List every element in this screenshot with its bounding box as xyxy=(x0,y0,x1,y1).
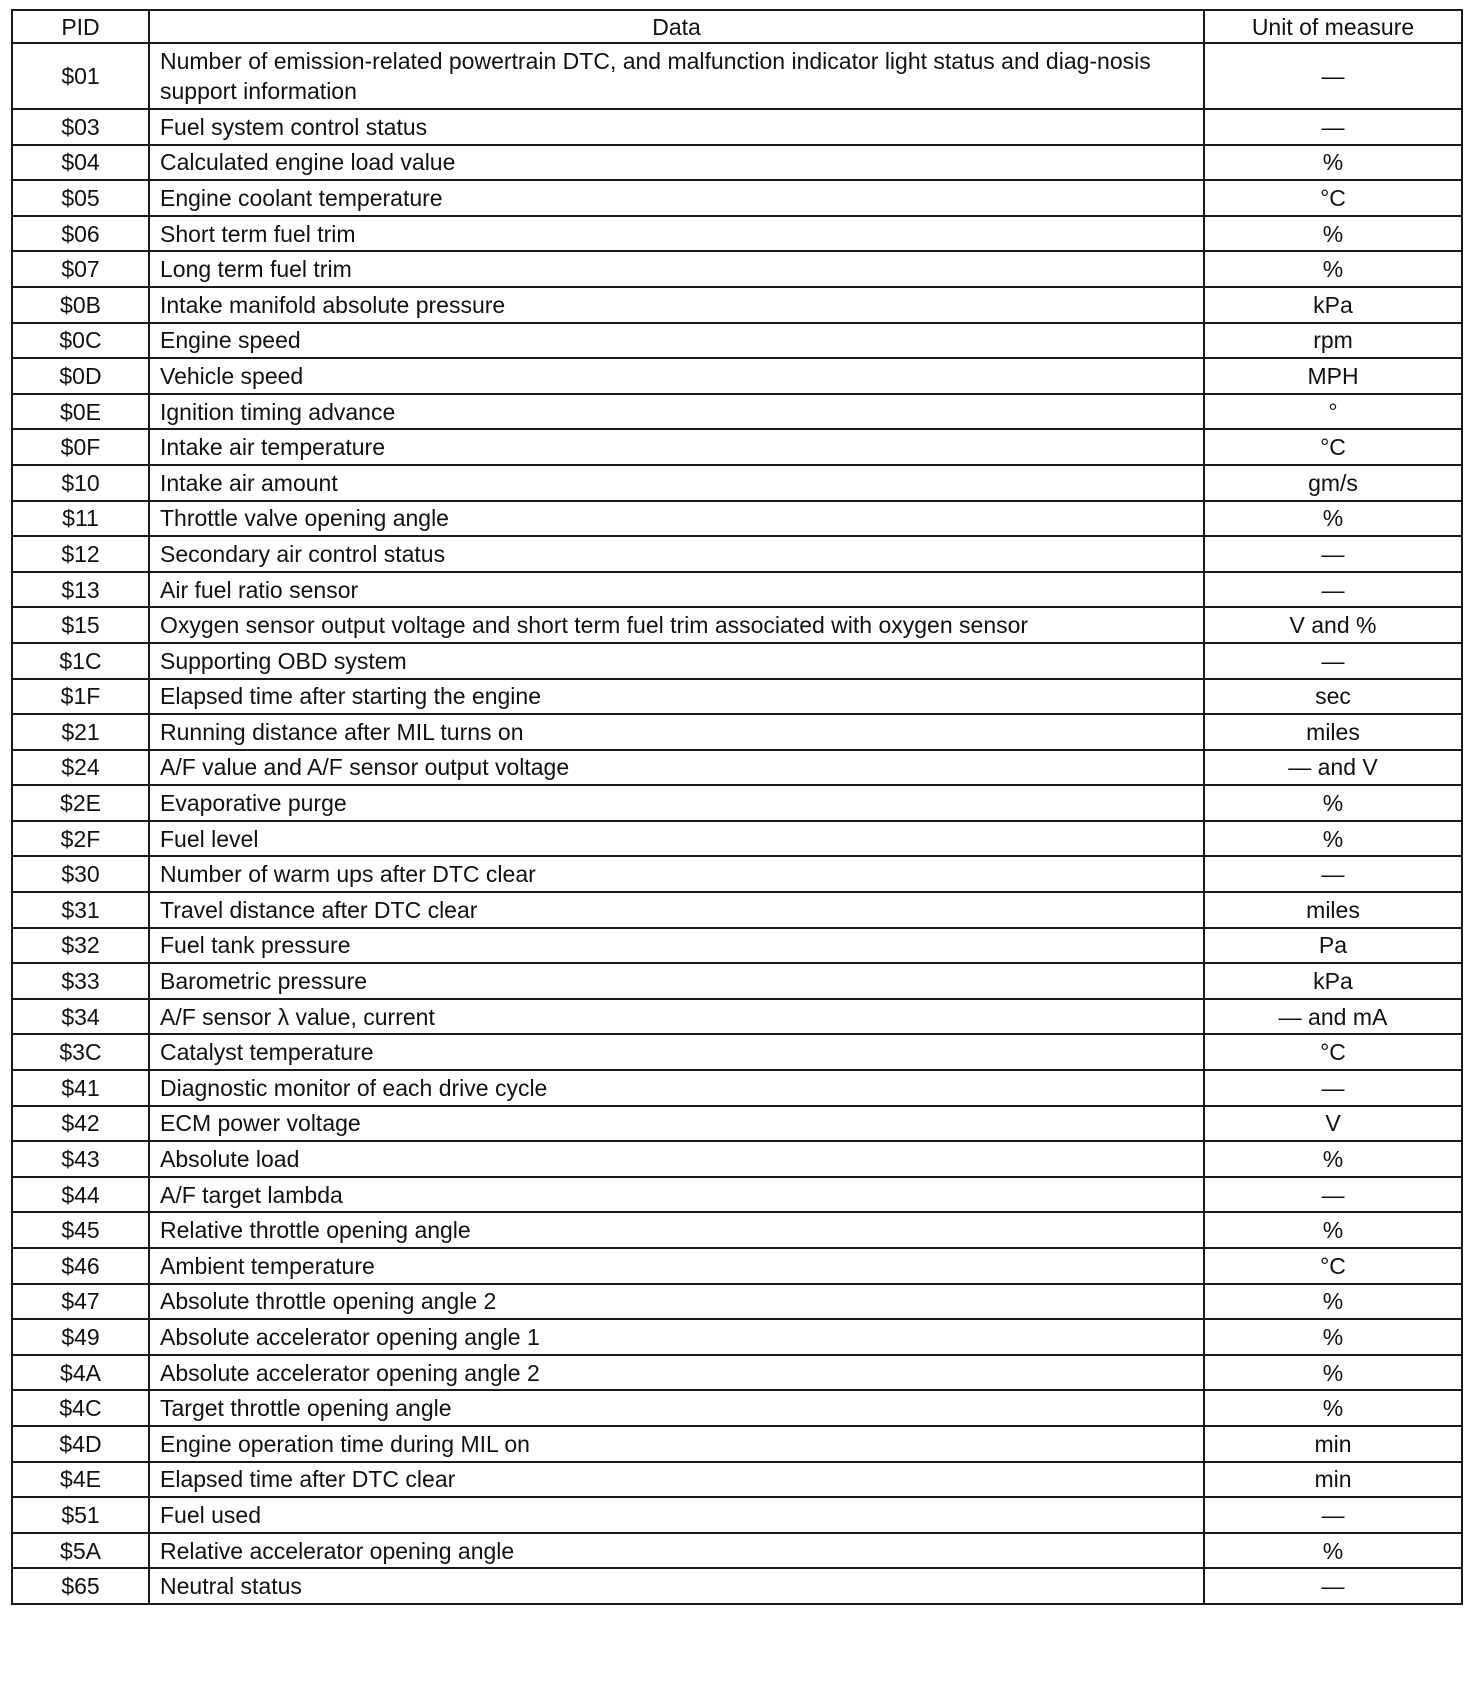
table-row xyxy=(12,679,1462,715)
table-row xyxy=(12,1034,1462,1070)
pid-cell: $43 xyxy=(12,1141,149,1177)
pid-cell: $44 xyxy=(12,1177,149,1213)
unit-cell: sec xyxy=(1204,679,1462,715)
column-header-data: Data xyxy=(149,10,1204,43)
table-row xyxy=(12,1070,1462,1106)
unit-cell: — xyxy=(1204,643,1462,679)
pid-cell: $4A xyxy=(12,1355,149,1391)
data-cell: Absolute throttle opening angle 2 xyxy=(149,1284,1204,1320)
data-cell: Calculated engine load value xyxy=(149,145,1204,181)
unit-cell: % xyxy=(1204,1212,1462,1248)
table-row xyxy=(12,607,1462,643)
data-cell: Elapsed time after DTC clear xyxy=(149,1462,1204,1498)
data-cell: Absolute accelerator opening angle 2 xyxy=(149,1355,1204,1391)
data-cell: Elapsed time after starting the engine xyxy=(149,679,1204,715)
pid-cell: $4E xyxy=(12,1462,149,1498)
unit-cell: % xyxy=(1204,145,1462,181)
unit-cell: min xyxy=(1204,1426,1462,1462)
table-row xyxy=(12,180,1462,216)
table-row xyxy=(12,251,1462,287)
data-cell: Absolute accelerator opening angle 1 xyxy=(149,1319,1204,1355)
data-cell: Engine coolant temperature xyxy=(149,180,1204,216)
pid-cell: $03 xyxy=(12,109,149,145)
data-cell: Diagnostic monitor of each drive cycle xyxy=(149,1070,1204,1106)
pid-cell: $51 xyxy=(12,1497,149,1533)
unit-cell: — xyxy=(1204,1568,1462,1604)
table-row xyxy=(12,999,1462,1035)
unit-cell: rpm xyxy=(1204,323,1462,359)
data-cell: Running distance after MIL turns on xyxy=(149,714,1204,750)
pid-cell: $04 xyxy=(12,145,149,181)
data-cell: Fuel tank pressure xyxy=(149,928,1204,964)
unit-cell: % xyxy=(1204,1141,1462,1177)
data-cell: Relative throttle opening angle xyxy=(149,1212,1204,1248)
data-cell: Ambient temperature xyxy=(149,1248,1204,1284)
unit-cell: % xyxy=(1204,251,1462,287)
unit-cell: min xyxy=(1204,1462,1462,1498)
data-cell: Relative accelerator opening angle xyxy=(149,1533,1204,1569)
pid-cell: $30 xyxy=(12,856,149,892)
pid-cell: $0C xyxy=(12,323,149,359)
unit-cell: % xyxy=(1204,1319,1462,1355)
unit-cell: % xyxy=(1204,785,1462,821)
pid-cell: $1C xyxy=(12,643,149,679)
unit-cell: kPa xyxy=(1204,287,1462,323)
data-cell: Evaporative purge xyxy=(149,785,1204,821)
pid-cell: $46 xyxy=(12,1248,149,1284)
unit-cell: °C xyxy=(1204,1248,1462,1284)
pid-cell: $49 xyxy=(12,1319,149,1355)
unit-cell: % xyxy=(1204,1355,1462,1391)
unit-cell: — xyxy=(1204,856,1462,892)
pid-cell: $15 xyxy=(12,607,149,643)
table-row xyxy=(12,1248,1462,1284)
table-row xyxy=(12,1568,1462,1604)
table-row xyxy=(12,145,1462,181)
data-cell: ECM power voltage xyxy=(149,1106,1204,1142)
table-row xyxy=(12,1106,1462,1142)
table-row xyxy=(12,1141,1462,1177)
data-cell: Fuel system control status xyxy=(149,109,1204,145)
unit-cell: % xyxy=(1204,501,1462,537)
table-row xyxy=(12,465,1462,501)
table-row xyxy=(12,394,1462,430)
unit-cell: — xyxy=(1204,109,1462,145)
unit-cell: °C xyxy=(1204,1034,1462,1070)
data-cell: Catalyst temperature xyxy=(149,1034,1204,1070)
pid-cell: $0E xyxy=(12,394,149,430)
data-cell: Short term fuel trim xyxy=(149,216,1204,252)
pid-cell: $1F xyxy=(12,679,149,715)
data-cell: Oxygen sensor output voltage and short term fuel trim associated with oxygen sensor xyxy=(149,607,1204,643)
table-row xyxy=(12,429,1462,465)
pid-cell: $45 xyxy=(12,1212,149,1248)
unit-cell: — xyxy=(1204,43,1462,109)
pid-cell: $01 xyxy=(12,43,149,109)
table-row xyxy=(12,1212,1462,1248)
table-row xyxy=(12,821,1462,857)
table-row xyxy=(12,892,1462,928)
data-cell: Throttle valve opening angle xyxy=(149,501,1204,537)
pid-cell: $21 xyxy=(12,714,149,750)
pid-cell: $42 xyxy=(12,1106,149,1142)
unit-cell: — xyxy=(1204,1497,1462,1533)
data-cell: Number of warm ups after DTC clear xyxy=(149,856,1204,892)
table-row xyxy=(12,1533,1462,1569)
table-row xyxy=(12,109,1462,145)
pid-cell: $0B xyxy=(12,287,149,323)
pid-cell: $24 xyxy=(12,750,149,786)
pid-cell: $32 xyxy=(12,928,149,964)
unit-cell: gm/s xyxy=(1204,465,1462,501)
table-row xyxy=(12,785,1462,821)
table-row xyxy=(12,714,1462,750)
unit-cell: V xyxy=(1204,1106,1462,1142)
data-cell: Intake air amount xyxy=(149,465,1204,501)
pid-cell: $0D xyxy=(12,358,149,394)
table-row xyxy=(12,43,1462,109)
data-cell: Fuel level xyxy=(149,821,1204,857)
data-cell: Travel distance after DTC clear xyxy=(149,892,1204,928)
data-cell: Engine operation time during MIL on xyxy=(149,1426,1204,1462)
table-row xyxy=(12,1177,1462,1213)
unit-cell: Pa xyxy=(1204,928,1462,964)
pid-cell: $0F xyxy=(12,429,149,465)
pid-cell: $2E xyxy=(12,785,149,821)
table-row xyxy=(12,928,1462,964)
table-row xyxy=(12,323,1462,359)
unit-cell: MPH xyxy=(1204,358,1462,394)
table-row xyxy=(12,1390,1462,1426)
table-row xyxy=(12,536,1462,572)
unit-cell: — and V xyxy=(1204,750,1462,786)
table-row xyxy=(12,750,1462,786)
pid-cell: $05 xyxy=(12,180,149,216)
table-row xyxy=(12,856,1462,892)
pid-cell: $33 xyxy=(12,963,149,999)
data-cell: Target throttle opening angle xyxy=(149,1390,1204,1426)
data-cell: Vehicle speed xyxy=(149,358,1204,394)
obd-pid-table xyxy=(11,9,1463,1605)
pid-cell: $13 xyxy=(12,572,149,608)
pid-cell: $06 xyxy=(12,216,149,252)
data-cell: Barometric pressure xyxy=(149,963,1204,999)
data-cell: A/F sensor λ value, current xyxy=(149,999,1204,1035)
unit-cell: miles xyxy=(1204,892,1462,928)
data-cell: Air fuel ratio sensor xyxy=(149,572,1204,608)
data-cell: Number of emission-related powertrain DTC, and malfunction indicator light status and diag-nosis support information xyxy=(149,43,1204,109)
pid-cell: $5A xyxy=(12,1533,149,1569)
unit-cell: % xyxy=(1204,216,1462,252)
unit-cell: V and % xyxy=(1204,607,1462,643)
unit-cell: % xyxy=(1204,1533,1462,1569)
unit-cell: miles xyxy=(1204,714,1462,750)
data-cell: Absolute load xyxy=(149,1141,1204,1177)
pid-cell: $4D xyxy=(12,1426,149,1462)
pid-cell: $12 xyxy=(12,536,149,572)
pid-cell: $4C xyxy=(12,1390,149,1426)
pid-cell: $3C xyxy=(12,1034,149,1070)
table-row xyxy=(12,1319,1462,1355)
pid-cell: $10 xyxy=(12,465,149,501)
data-cell: Supporting OBD system xyxy=(149,643,1204,679)
pid-cell: $2F xyxy=(12,821,149,857)
unit-cell: °C xyxy=(1204,180,1462,216)
unit-cell: — xyxy=(1204,536,1462,572)
unit-cell: — and mA xyxy=(1204,999,1462,1035)
data-cell: Ignition timing advance xyxy=(149,394,1204,430)
table-row xyxy=(12,963,1462,999)
pid-cell: $11 xyxy=(12,501,149,537)
unit-cell: % xyxy=(1204,1390,1462,1426)
table-row xyxy=(12,1355,1462,1391)
unit-cell: % xyxy=(1204,1284,1462,1320)
table-row xyxy=(12,287,1462,323)
data-cell: Fuel used xyxy=(149,1497,1204,1533)
unit-cell: °C xyxy=(1204,429,1462,465)
table-row xyxy=(12,643,1462,679)
data-cell: Long term fuel trim xyxy=(149,251,1204,287)
column-header-pid: PID xyxy=(12,10,149,43)
pid-cell: $31 xyxy=(12,892,149,928)
table-row xyxy=(12,358,1462,394)
data-cell: A/F value and A/F sensor output voltage xyxy=(149,750,1204,786)
data-cell: Engine speed xyxy=(149,323,1204,359)
table-row xyxy=(12,1284,1462,1320)
data-cell: Secondary air control status xyxy=(149,536,1204,572)
table-header-row xyxy=(12,10,1462,43)
data-cell: Intake manifold absolute pressure xyxy=(149,287,1204,323)
unit-cell: — xyxy=(1204,1177,1462,1213)
unit-cell: — xyxy=(1204,572,1462,608)
unit-cell: kPa xyxy=(1204,963,1462,999)
data-cell: A/F target lambda xyxy=(149,1177,1204,1213)
unit-cell: — xyxy=(1204,1070,1462,1106)
data-cell: Intake air temperature xyxy=(149,429,1204,465)
pid-cell: $65 xyxy=(12,1568,149,1604)
table-row xyxy=(12,216,1462,252)
column-header-unit: Unit of measure xyxy=(1204,10,1462,43)
table-row xyxy=(12,501,1462,537)
data-cell: Neutral status xyxy=(149,1568,1204,1604)
pid-cell: $34 xyxy=(12,999,149,1035)
table-row xyxy=(12,1497,1462,1533)
pid-cell: $41 xyxy=(12,1070,149,1106)
pid-cell: $07 xyxy=(12,251,149,287)
pid-cell: $47 xyxy=(12,1284,149,1320)
table-body xyxy=(12,43,1462,1604)
unit-cell: ° xyxy=(1204,394,1462,430)
table-row xyxy=(12,1426,1462,1462)
table-row xyxy=(12,572,1462,608)
unit-cell: % xyxy=(1204,821,1462,857)
table-row xyxy=(12,1462,1462,1498)
